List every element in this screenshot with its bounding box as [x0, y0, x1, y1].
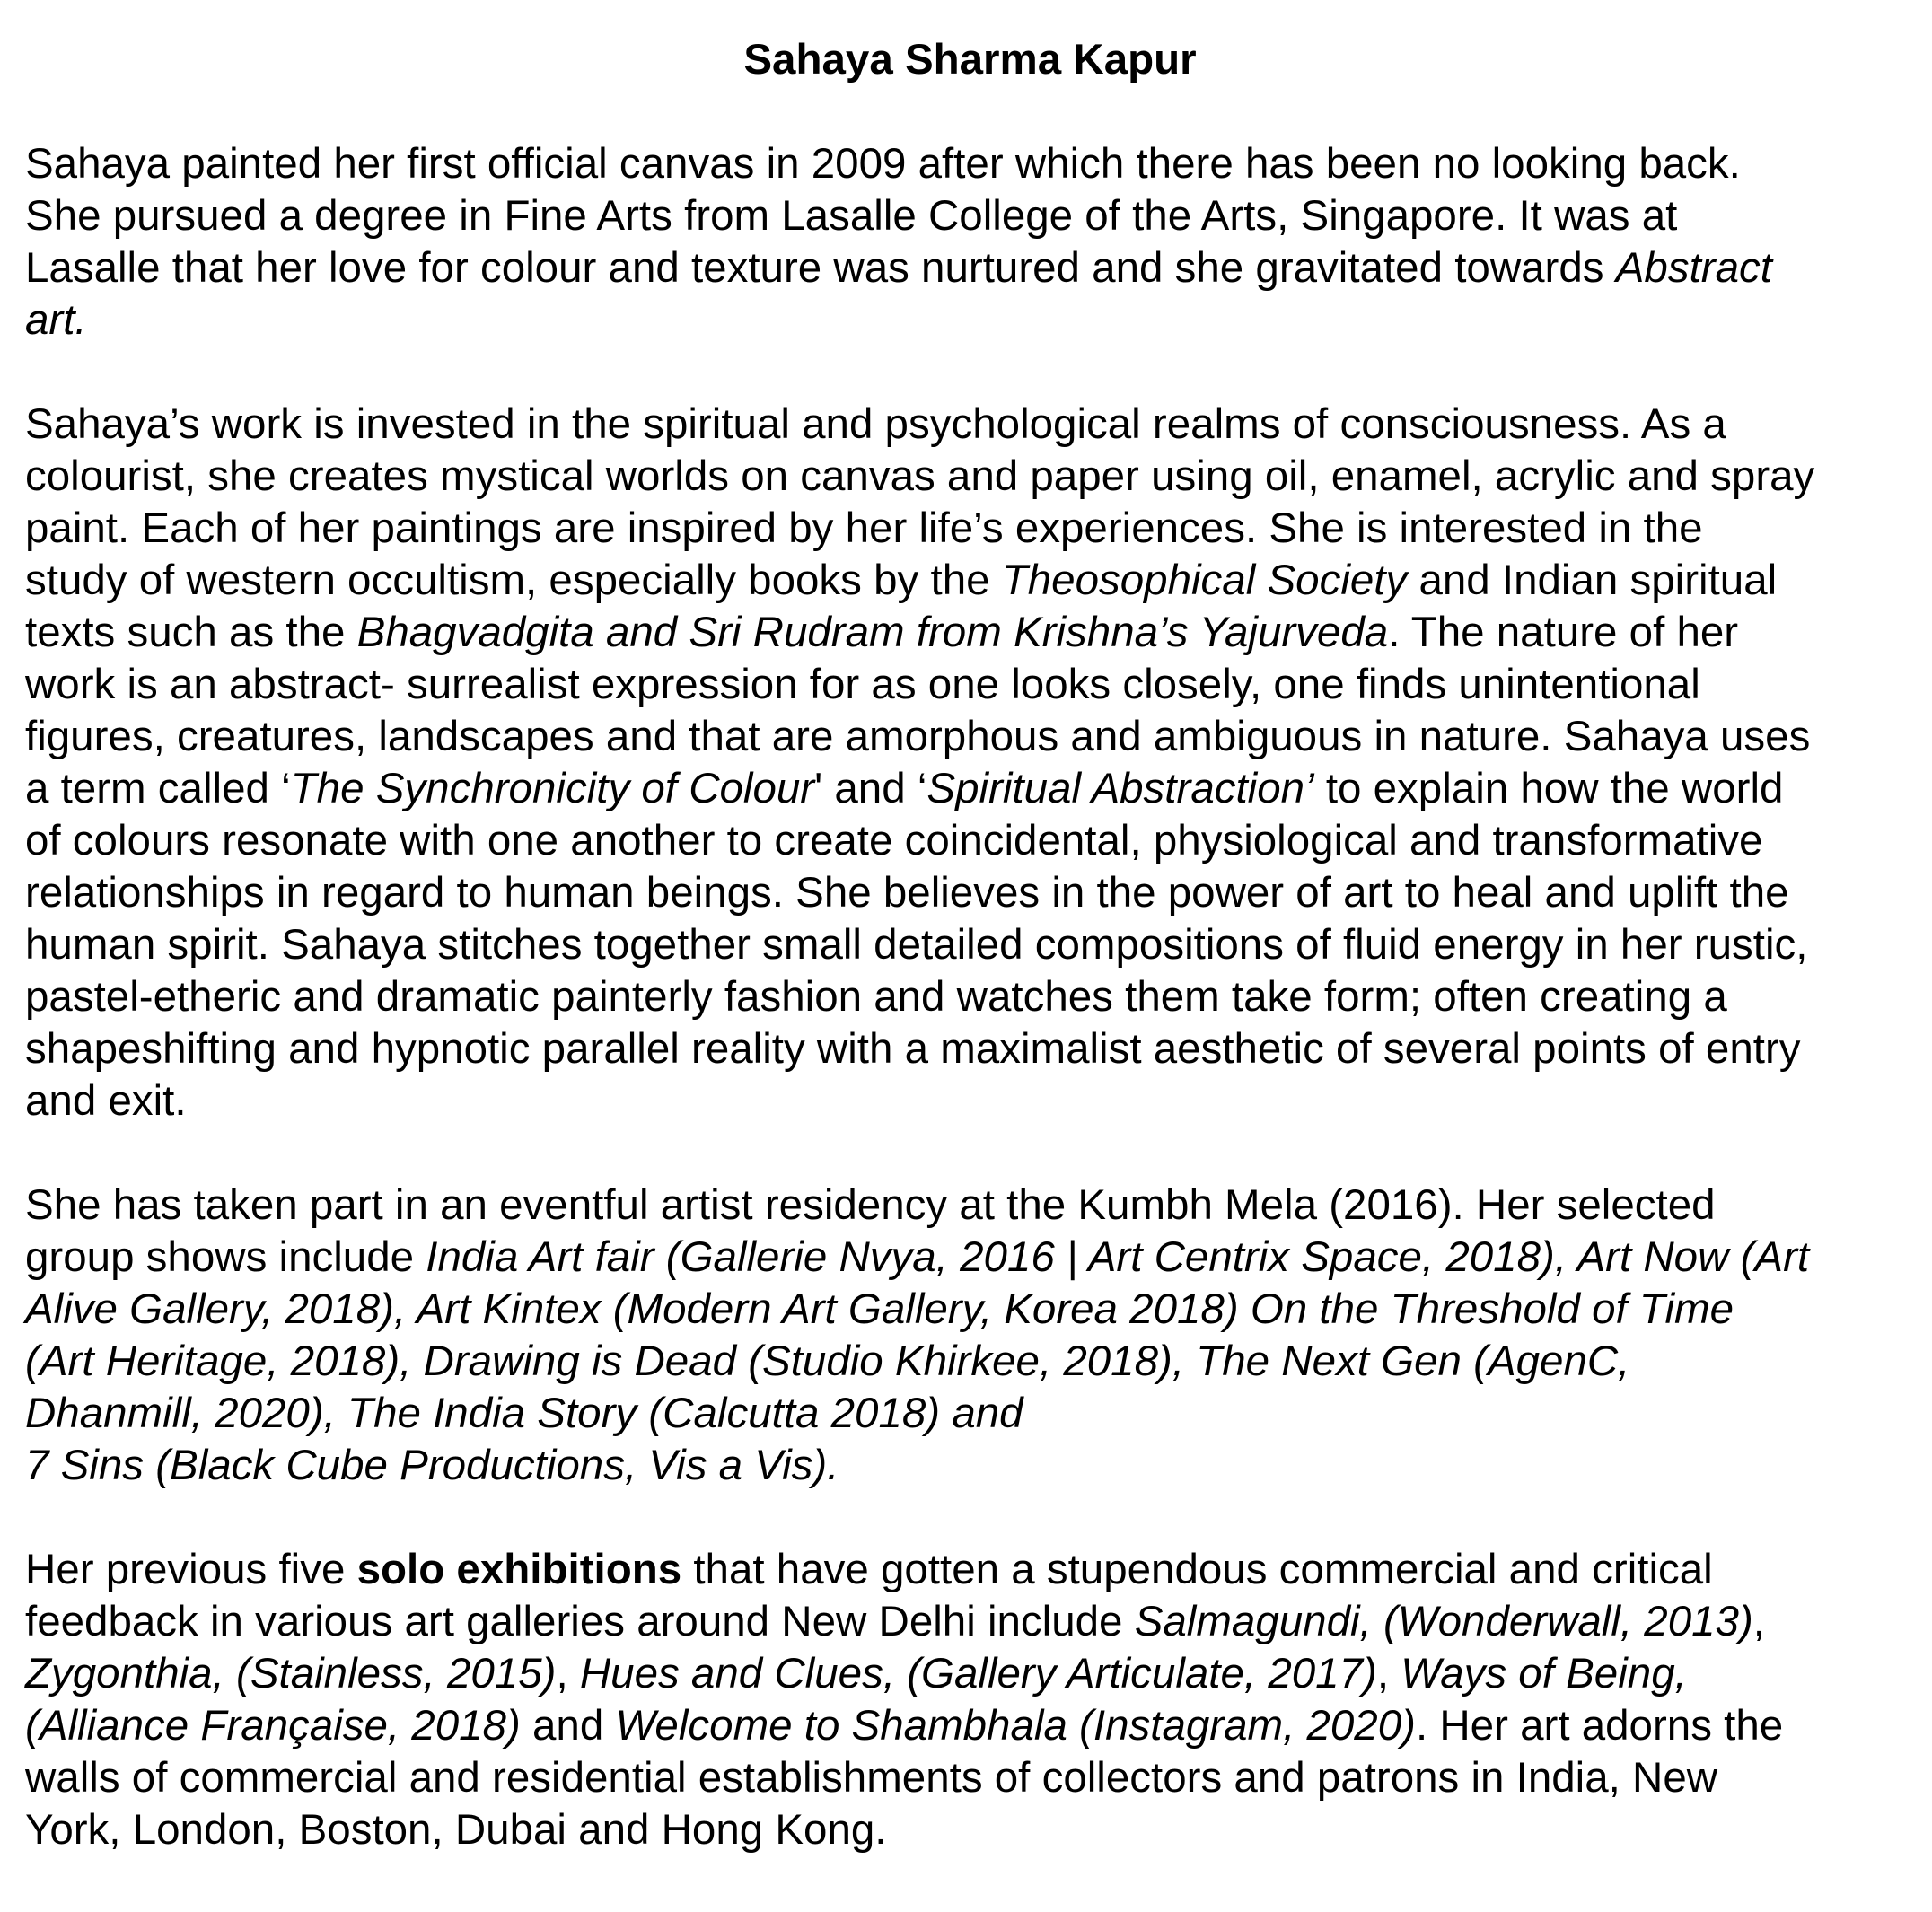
text-line	[25, 1284, 1928, 1336]
text-run: colourist, she creates mystical worlds on canvas and paper using oil, enamel, acrylic and spray	[25, 452, 1815, 500]
text-line	[25, 1336, 1928, 1388]
text-run: to explain how the world	[1313, 765, 1784, 812]
text-run: Abstract	[1615, 244, 1772, 292]
text-line	[25, 294, 1928, 346]
text-line	[25, 1648, 1928, 1700]
text-run: pastel-etheric and dramatic painterly fashion and watches them take form; often creating a	[25, 973, 1727, 1021]
text-line	[25, 242, 1928, 294]
text-line	[25, 555, 1928, 607]
text-run: and exit.	[25, 1077, 187, 1125]
text-run: Salmagundi, (Wonderwall, 2013)	[1134, 1598, 1753, 1645]
text-run: . The nature of her	[1388, 609, 1739, 656]
text-line	[25, 190, 1928, 242]
text-run: relationships in regard to human beings. She believes in the power of art to heal and uplift the	[25, 869, 1789, 917]
text-run: Ways of Being,	[1401, 1650, 1687, 1697]
text-run: feedback in various art galleries around New Delhi include	[25, 1598, 1135, 1645]
text-line	[25, 503, 1928, 555]
text-run: (Art Heritage, 2018), Drawing is Dead (Studio Khirkee, 2018), The Next Gen (AgenC,	[25, 1338, 1630, 1385]
text-run: walls of commercial and residential establishments of collectors and patrons in India, New	[25, 1754, 1718, 1802]
text-run: Spiritual Abstraction’	[926, 765, 1314, 812]
text-run: solo exhibitions	[356, 1546, 682, 1593]
text-line	[25, 1700, 1928, 1752]
text-run: shapeshifting and hypnotic parallel reality with a maximalist aesthetic of several points of entry	[25, 1025, 1801, 1073]
text-line	[25, 1544, 1928, 1596]
text-run: group shows include	[25, 1233, 426, 1281]
text-line	[25, 1596, 1928, 1648]
text-run: that have gotten a stupendous commercial and critical	[681, 1546, 1713, 1593]
text-run: work is an abstract- surrealist expression for as one looks closely, one finds unintentional	[25, 661, 1700, 708]
text-line	[25, 1440, 1928, 1492]
text-run: study of western occultism, especially books by the	[25, 557, 1002, 604]
text-run: paint. Each of her paintings are inspired by her life’s experiences. She is interested in the	[25, 504, 1703, 552]
text-run: 7 Sins (Black Cube Productions, Vis a Vis).	[25, 1442, 839, 1489]
text-line	[25, 1232, 1928, 1284]
paragraph-4	[25, 1544, 1928, 1856]
text-run: Lasalle that her love for colour and texture was nurtured and she gravitated towards	[25, 244, 1616, 292]
biography-text	[25, 138, 1928, 1856]
text-run: ' and ‘	[814, 765, 927, 812]
text-run: Hues and Clues, (Gallery Articulate, 2017)	[579, 1650, 1377, 1697]
text-line	[25, 763, 1928, 815]
text-run: Dhanmill, 2020), The India Story (Calcutta 2018) and	[25, 1390, 1023, 1437]
text-run: Her previous five	[25, 1546, 357, 1593]
text-run: human spirit. Sahaya stitches together small detailed compositions of fluid energy in her rustic,	[25, 921, 1808, 969]
text-line	[25, 1388, 1928, 1440]
text-line	[25, 971, 1928, 1023]
text-run: Theosophical Society	[1001, 557, 1408, 604]
paragraph-2	[25, 399, 1928, 1127]
text-line	[25, 399, 1928, 451]
text-line	[25, 659, 1928, 711]
text-line	[25, 1752, 1928, 1804]
text-run: Sahaya’s work is invested in the spiritual and psychological realms of consciousness. As a	[25, 400, 1726, 448]
text-line	[25, 711, 1928, 763]
text-run: figures, creatures, landscapes and that are amorphous and ambiguous in nature. Sahaya uses	[25, 713, 1811, 760]
text-run: ,	[1376, 1650, 1401, 1697]
text-run: The Synchronicity of Colour	[290, 765, 815, 812]
text-run: ,	[556, 1650, 580, 1697]
text-run: Sahaya painted her first official canvas in 2009 after which there has been no looking back.	[25, 140, 1741, 188]
text-line	[25, 1075, 1928, 1127]
text-line	[25, 815, 1928, 867]
text-run: (Alliance Française, 2018)	[25, 1702, 521, 1750]
page-title: Sahaya Sharma Kapur	[743, 36, 1197, 83]
text-run: Bhagvadgita and Sri Rudram from Krishna’s Yajurveda	[356, 609, 1389, 656]
text-run: . Her art adorns the	[1415, 1702, 1784, 1750]
text-line	[25, 451, 1928, 503]
text-run: She pursued a degree in Fine Arts from Lasalle College of the Arts, Singapore. It was at	[25, 192, 1678, 240]
text-run: Zygonthia, (Stainless, 2015)	[25, 1650, 557, 1697]
text-line	[25, 138, 1928, 190]
text-run: art.	[25, 296, 87, 344]
text-run: and	[520, 1702, 616, 1750]
text-run: India Art fair (Gallerie Nvya, 2016 | Art Centrix Space, 2018), Art Now (Art	[426, 1233, 1810, 1281]
document-body	[25, 34, 1928, 1908]
text-line	[25, 1180, 1928, 1232]
text-line	[25, 867, 1928, 919]
text-line	[25, 1804, 1928, 1856]
text-line	[25, 919, 1928, 971]
text-run: Welcome to Shambhala (Instagram, 2020)	[615, 1702, 1416, 1750]
text-run: of colours resonate with one another to create coincidental, physiological and transformative	[25, 817, 1763, 864]
text-run: York, London, Boston, Dubai and Hong Kong.	[25, 1806, 887, 1854]
text-run: ,	[1752, 1598, 1765, 1645]
text-line	[25, 607, 1928, 659]
text-run: and Indian spiritual	[1407, 557, 1778, 604]
text-line	[25, 1023, 1928, 1075]
text-run: texts such as the	[25, 609, 357, 656]
text-run: She has taken part in an eventful artist residency at the Kumbh Mela (2016). Her selected	[25, 1181, 1716, 1229]
text-run: Alive Gallery, 2018), Art Kintex (Modern Art Gallery, Korea 2018) On the Threshold of Time	[25, 1285, 1734, 1333]
paragraph-3	[25, 1180, 1928, 1492]
text-run: a term called ‘	[25, 765, 291, 812]
paragraph-1	[25, 138, 1928, 346]
